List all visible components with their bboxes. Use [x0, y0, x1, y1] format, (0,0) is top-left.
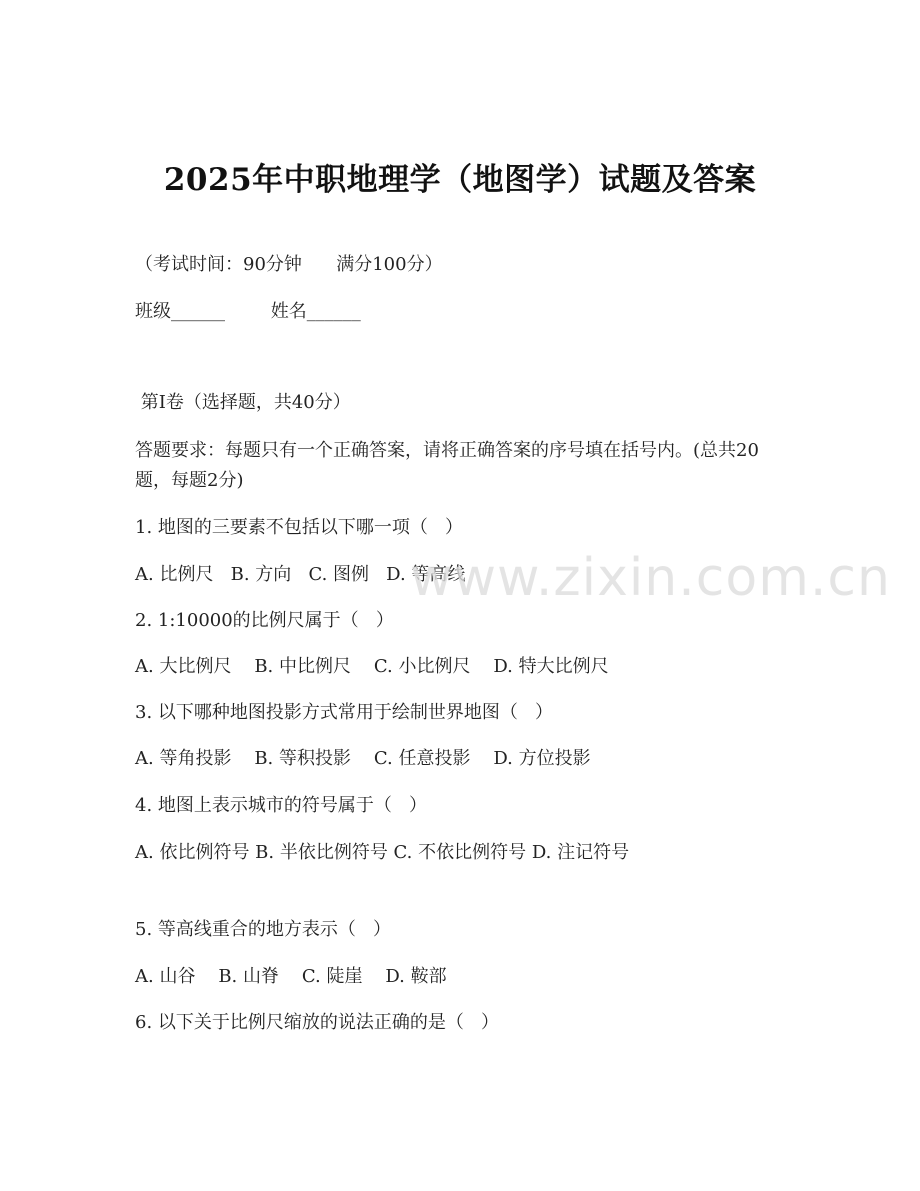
question-1-options: A. 比例尺 B. 方向 C. 图例 D. 等高线 [135, 564, 466, 585]
question-3-options: A. 等角投影 B. 等积投影 C. 任意投影 D. 方位投影 [135, 748, 591, 769]
question-4-options: A. 依比例符号 B. 半依比例符号 C. 不依比例符号 D. 注记符号 [135, 842, 630, 863]
class-name-line: 班级______ 姓名______ [135, 301, 361, 322]
watermark: www.zixin.com.cn [410, 548, 891, 608]
question-3: 3. 以下哪种地图投影方式常用于绘制世界地图（ ） [135, 702, 554, 723]
question-6: 6. 以下关于比例尺缩放的说法正确的是（ ） [135, 1012, 500, 1033]
section-title: 第Ⅰ卷（选择题，共40分） [135, 392, 351, 413]
question-5-options: A. 山谷 B. 山脊 C. 陡崖 D. 鞍部 [135, 966, 447, 987]
question-5: 5. 等高线重合的地方表示（ ） [135, 919, 392, 940]
instructions: 答题要求：每题只有一个正确答案，请将正确答案的序号填在括号内。(总共20题，每题2分) [135, 440, 759, 491]
question-2: 2. 1:10000的比例尺属于（ ） [135, 610, 394, 631]
question-4: 4. 地图上表示城市的符号属于（ ） [135, 795, 428, 816]
document-title: 2025年中职地理学（地图学）试题及答案 [163, 162, 757, 198]
question-1: 1. 地图的三要素不包括以下哪一项（ ） [135, 517, 464, 538]
question-2-options: A. 大比例尺 B. 中比例尺 C. 小比例尺 D. 特大比例尺 [135, 656, 609, 677]
exam-info: （考试时间：90分钟 满分100分） [135, 254, 443, 275]
